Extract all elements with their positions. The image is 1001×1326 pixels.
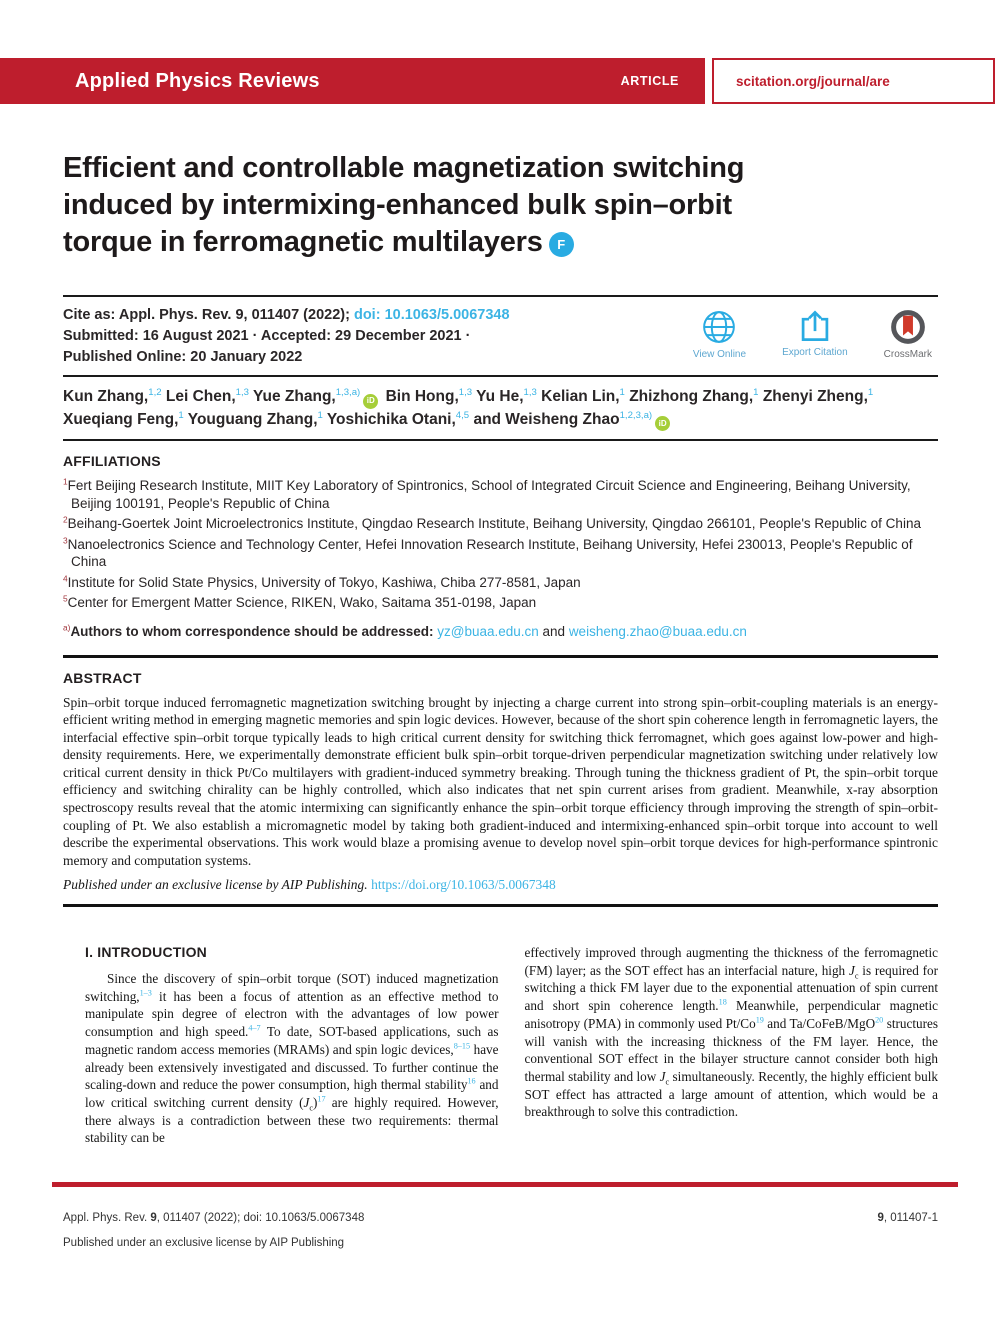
divider [63, 295, 938, 297]
affiliations-heading: AFFILIATIONS [63, 453, 161, 469]
section-rule [63, 655, 938, 658]
divider [63, 375, 938, 377]
affil-ref[interactable]: 1 [753, 386, 759, 398]
journal-name: Applied Physics Reviews [75, 69, 320, 92]
affil-ref[interactable]: 1,2 [148, 386, 162, 398]
export-icon [798, 309, 832, 343]
dates-line-2: Published Online: 20 January 2022 [63, 349, 303, 365]
dates-line-1: Submitted: 16 August 2021 · Accepted: 29 December 2021 · [63, 328, 471, 344]
divider [63, 439, 938, 441]
affil-ref[interactable]: 1 [619, 386, 625, 398]
view-online-label: View Online [692, 349, 747, 360]
affil-ref[interactable]: 1,3,a) [335, 386, 361, 398]
right-column [525, 944, 939, 1147]
title-line [63, 224, 938, 261]
affil-ref[interactable]: 1,3 [458, 386, 473, 398]
ref-link[interactable]: 16 [467, 1076, 476, 1086]
globe-icon [701, 309, 737, 345]
journal-url[interactable]: scitation.org/journal/are [736, 73, 890, 89]
affiliation-item: $^2$Beihang-Goertek Joint Microelectronics Institute, Qingdao Research Institute, Beihang University, Qingdao 266101, People's Republic of China [63, 514, 921, 531]
orcid-icon[interactable]: iD [363, 394, 378, 409]
affil-ref[interactable]: 1,2,3,a) [619, 409, 653, 421]
left-column [85, 944, 499, 1147]
front-matter [63, 150, 938, 907]
affiliation-list [63, 477, 938, 612]
view-online-button[interactable] [693, 309, 746, 360]
journal-url-box[interactable] [712, 58, 995, 104]
page-footer [63, 1212, 938, 1262]
article-type-label: ARTICLE [620, 74, 679, 88]
cite-as-line: Cite as: Appl. Phys. Rev. 9, 011407 (2022); doi: 10.1063/5.0067348 [63, 307, 510, 323]
footer-rule [52, 1182, 958, 1187]
affil-ref[interactable]: 1,3 [523, 386, 537, 398]
export-citation-button[interactable] [782, 309, 848, 360]
footer-page-number: 9, 011407-1 [877, 1212, 938, 1224]
introduction-paragraph-right: effectively improved through augmenting the thickness of the ferromagnetic (FM) layer; as the SOT effect has an interfacial nature, high $J_c$ is required for switching a thick FM layer due to the exponential attenuation of spin current and short spin coherence length.$^{18}$ Meanwhile, perpendicular magnetic anisotropy (PMA) in commonly used Pt/Co$^{19}$ and Ta/CoFeB/MgO$^{20}$ structures will vanish with the increasing thickness of the FM layer. Hence, the conventional SOT effect in the bilayer structure cannot consider both high thermal stability and low $J_c$ simultaneously. Recently, the highly efficient bulk SOT effect has attracted a large amount of attention, which would be a breakthrough to solve this contradiction. [524, 945, 939, 1120]
ref-link[interactable]: 19 [755, 1015, 764, 1025]
title-line-text: torque in ferromagnetic multilayers [63, 226, 543, 258]
ref-link[interactable]: 1–3 [139, 988, 152, 998]
article-actions [693, 309, 932, 360]
featured-badge-icon[interactable]: F [549, 232, 574, 257]
orcid-icon[interactable]: iD [655, 416, 670, 431]
ref-link[interactable]: 4–7 [248, 1023, 261, 1033]
doi-link[interactable]: doi: 10.1063/5.0067348 [353, 307, 510, 323]
affil-ref[interactable]: 1 [867, 386, 874, 398]
section-rule [63, 904, 938, 907]
ref-link[interactable]: 8–15 [453, 1041, 471, 1051]
title-line: induced by intermixing-enhanced bulk spin–orbit [63, 189, 732, 221]
email-link[interactable]: yz@buaa.edu.cn [437, 623, 539, 639]
affiliation-item: $^1$Fert Beijing Research Institute, MIIT Key Laboratory of Spintronics, School of Integrated Circuit Science and Engineering, Beihang University, Beijing 100191, People's Republic of China [63, 476, 911, 511]
journal-banner [0, 58, 705, 104]
abstract-text: Spin–orbit torque induced ferromagnetic magnetization switching brought by injecting a charge current into strong spin–orbit-coupling materials is an energy-efficient writing method in emerging magnetic memories and spin logic devices. However, because of the short spin coherence length in ferromagnetic layers, the interfacial effective spin–orbit torque typically leads to high critical current density for switching thick ferromagnet, which goes against low-power and high-density requirements. Here, we experimentally demonstrate efficient bulk spin–orbit torque-driven perpendicular magnetization switching under relatively low critical current density in thick Pt/Co multilayers with gradient-induced symmetry breaking. Through tuning the thickness gradient of Pt, the spin–orbit torque efficiency and switching chirality can be highly controlled, which also indicates that net spin current arises from gradient. Meanwhile, x-ray absorption spectroscopy results reveal that the atomic intermixing can significantly enhance the spin–orbit torque efficiency through improving the strength of spin–orbit-coupling of Pt. We also establish a micromagnetic model by taking both gradient-induced and intermixing-enhanced spin–orbit torque into account to well describe the experimental observations. This work would blaze a promising avenue to develop novel spin–orbit torque devices for high-performance spintronic memory and computation systems. [63, 694, 938, 868]
ref-link[interactable]: 18 [718, 997, 727, 1007]
affil-ref[interactable]: 1 [317, 409, 323, 421]
introduction-section [85, 944, 938, 1147]
ref-link[interactable]: 17 [317, 1094, 326, 1104]
correspondence-note: $^{a)}$Authors to whom correspondence should be addressed: yz@buaa.edu.cn and weisheng.zhao@buaa.edu.cn [63, 622, 747, 639]
abstract-heading: ABSTRACT [63, 669, 142, 686]
export-citation-label: Export Citation [782, 347, 848, 358]
affil-ref[interactable]: 4,5 [455, 409, 470, 421]
crossmark-label: CrossMark [883, 349, 932, 360]
title-line: Efficient and controllable magnetization switching [63, 152, 745, 184]
introduction-paragraph-left: Since the discovery of spin–orbit torque (SOT) induced magnetization switching,$^{1-3}$ it has been a focus of attention as an effective method to manipulate spin degree of electron with the advantages of low power consumption and high speed.$^{4-7}$ To date, SOT-based applications, such as magnetic random access memories (MRAMs) and spin logic devices,$^{8-15}$ have already been extensively investigated and discussed. To further continue the scaling-down and reduce the power consumption, high thermal stability$^{16}$ and low critical switching current density $(J_c)^{17}$ are highly required. However, there always is a contradiction between these two requirements: thermal stability can be [85, 971, 499, 1146]
affiliation-item: $^3$Nanoelectronics Science and Technology Center, Hefei Innovation Research Institute, Beihang University, Hefei 230013, People's Republic of China [63, 535, 913, 569]
affiliation-item: $^4$Institute for Solid State Physics, University of Tokyo, Kashiwa, Chiba 277-8581, Japan [63, 573, 581, 590]
footer-license: Published under an exclusive license by AIP Publishing [63, 1237, 345, 1249]
crossmark-icon [890, 309, 926, 345]
article-title [63, 150, 938, 261]
author-list: Kun Zhang,$^{1,2}$ Lei Chen,$^{1,3}$ Yue Zhang,$^{1,3,a)}$iD Bin Hong,$^{1,3}$ Yu He,$^{1,3}$ Kelian Lin,$^1$ Zhizhong Zhang,$^1$ Zhenyi Zheng,$^1$ Xueqiang Feng,$^1$ Youguang Zhang,$^1$ Yoshichika Otani,$^{4,5}$ and Weisheng Zhao$^{1,2,3,a)}$iD [63, 386, 938, 431]
email-link[interactable]: weisheng.zhao@buaa.edu.cn [568, 623, 747, 639]
affil-ref[interactable]: 1 [178, 409, 184, 421]
ref-link[interactable]: 20 [875, 1015, 884, 1025]
introduction-heading: I. INTRODUCTION [85, 944, 207, 960]
crossmark-button[interactable] [884, 309, 932, 360]
affiliation-item: $^5$Center for Emergent Matter Science, RIKEN, Wako, Saitama 351-0198, Japan [63, 593, 537, 610]
doi-url-link[interactable]: https://doi.org/10.1063/5.0067348 [371, 877, 556, 893]
affil-ref[interactable]: 1,3 [235, 386, 250, 398]
license-line: Published under an exclusive license by AIP Publishing. https://doi.org/10.1063/5.0067348 [63, 877, 556, 893]
footer-citation: Appl. Phys. Rev. 9, 011407 (2022); doi: 10.1063/5.0067348 [63, 1212, 365, 1224]
